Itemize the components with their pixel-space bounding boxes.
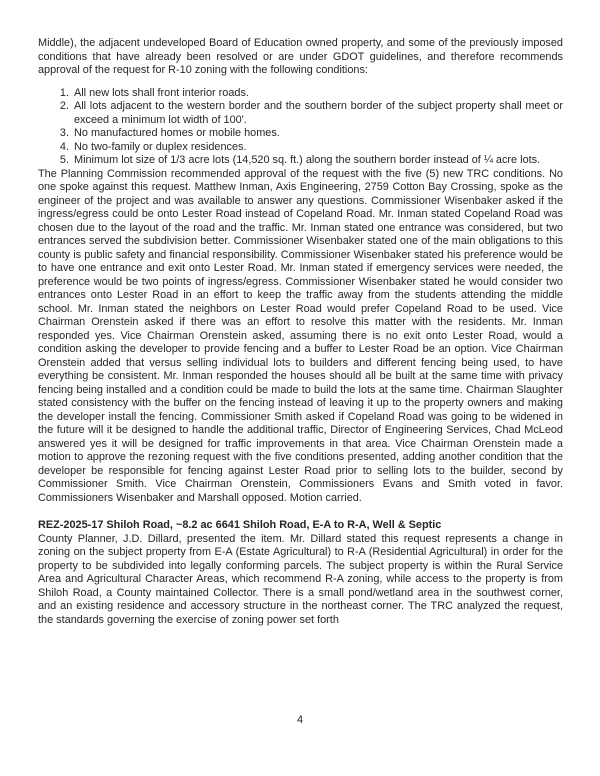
page-number: 4 [296,714,304,726]
section-heading-rez-2025-17: REZ-2025-17 Shiloh Road, ~8.2 ac 6641 Shiloh Road, E-A to R-A, Well & Septic [38,519,442,531]
condition-item-2: 2. All lots adjacent to the western border and the southern border of the subject property shall meet or exceed a minimum lot width of 100'. [72,100,563,127]
condition-item-3: 3. No manufactured homes or mobile homes. [72,127,563,141]
paragraph-shiloh: County Planner, J.D. Dillard, presented the item. Mr. Dillard stated this request represents a change in zoning on the subject property from E-A (Estate Agricultural) to R-A (Residential Agricultural) in order for the property to be subdivided into legally conforming parcels. The subject property is within the Rural Service Area and Agricultural Character Areas, which recommend R-A zoning, while access to the property is from Shiloh Road, a County maintained Collector. There is a small pond/wetland area in the southwest corner, and an existing residence and accessory structure in the northeast corner. The TRC analyzed the request, the standards governing the exercise of zoning power set forth [38,532,563,626]
condition-item-4: 4. No two-family or duplex residences. [72,141,563,155]
paragraph-intro: Middle), the adjacent undeveloped Board of Education owned property, and some of the previously imposed conditions that have already been resolved or are under GDOT guidelines, and therefore recommends approval of the request for R-10 zoning with the following conditions: [38,37,563,76]
paragraph-discussion: The Planning Commission recommended approval of the request with the five (5) new TRC conditions. No one spoke against this request. Matthew Inman, Axis Engineering, 2759 Cotton Bay Crossing, spoke as the engineer of the project and was available to answer any questions. Commissioner Wisenbaker asked if the ingress/egress could be onto Lester Road instead of Copeland Road. Mr. Inman stated Copeland Road was chosen due to the layout of the road and the traffic. Mr. Inman stated one entrance was considered, but two entrances served the subdivision better. Commissioner Wisenbaker stated one of the main obligations to this county is public safety and financial responsibility. Commissioner Wisenbaker stated his preference would be to have one entrance and exit onto Lester Road. Mr. Inman stated if emergency services were needed, the preference would be two points of ingress/egress. Commissioner Wisenbaker stated he would consider two entrances onto Lester Road in an effort to keep the traffic away from the students attending the middle school. Mr. Inman stated the neighbors on Lester Road would prefer Copeland Road to be used. Vice Chairman Orenstein asked if there was an effort to resolve this matter with the residents. Mr. Inman responded yes. Vice Chairman Orenstein asked, assuming there is no exit onto Lester Road, would a condition asking the developer to provide fencing and a buffer to Lester Road be an option. Vice Chairman Orenstein added that versus selling individual lots to builders and different fencing being used, to have everything be consistent. Mr. Inman responded the houses should all be built at the same time with privacy fencing being installed and a condition could be made to build the lots at the same time. Chairman Slaughter stated consistency with the buffer on the fencing instead of leaving it up to the property owners and making the developer install the fencing. Commissioner Smith asked if Copeland Road was going to be widened in the future will it be designed to handle the additional traffic, Director of Engineering Services, Chad McLeod answered yes it will be designed for traffic improvements in that area. Vice Chairman Orenstein made a motion to approve the rezoning request with the five conditions presented, adding another condition that the developer be responsible for fencing against Lester Road prior to selling lots to the builder, second by Commissioner Smith. Vice Chairman Orenstein, Commissioners Evans and Smith voted in favor. Commissioners Wisenbaker and Marshall opposed. Motion carried. [38,167,563,504]
conditions-list [38,87,563,168]
condition-item-1: 1. All new lots shall front interior roads. [72,87,563,101]
condition-item-5: 5. Minimum lot size of 1/3 acre lots (14,520 sq. ft.) along the southern border instead of ¼ acre lots. [72,154,563,168]
